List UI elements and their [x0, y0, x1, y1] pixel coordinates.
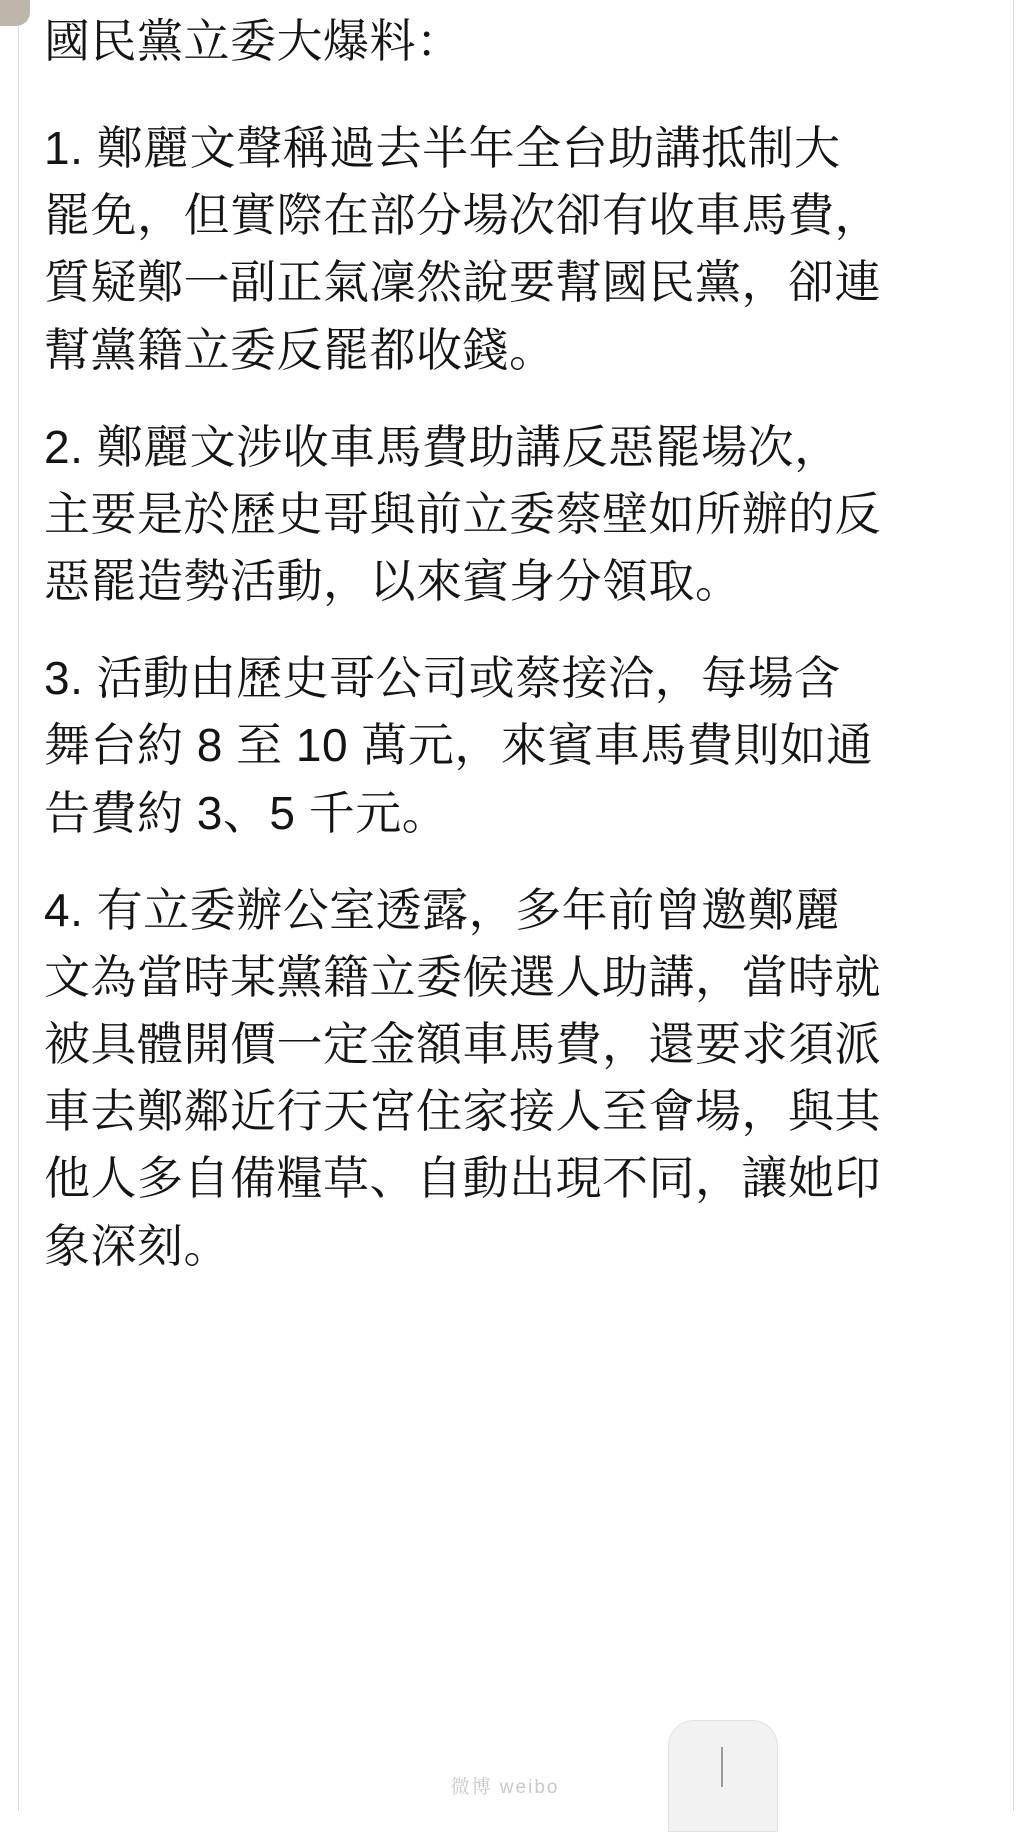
paragraph-4: 4. 有立委辦公室透露，多年前曾邀鄭麗文為當時某黨籍立委候選人助講，當時就被具體開價一定金額車馬費，還要求須派車去鄭鄰近行天宮住家接人至會場，與其他人多自備糧草、自動出現不同，讓她印象深刻。 [44, 883, 881, 1272]
avatar-thumbnail [0, 0, 30, 26]
page-title: 國民黨立委大爆料： [44, 15, 463, 67]
text-cursor [721, 1747, 723, 1787]
paragraph-3: 3. 活動由歷史哥公司或蔡接洽，每場含舞台約 8 至 10 萬元，來賓車馬費則如通告費約 3、5 千元。 [44, 652, 873, 839]
paragraph-2: 2. 鄭麗文涉收車馬費助講反惡罷場次，主要是於歷史哥與前立委蔡壁如所辦的反惡罷造勢活動，以來賓身分領取。 [44, 420, 881, 608]
article-body [44, 8, 884, 1280]
watermark-label: 微博 weibo [450, 1776, 560, 1798]
paragraph-1: 1. 鄭麗文聲稱過去半年全台助講抵制大罷免，但實際在部分場次卻有收車馬費，質疑鄭一副正氣凜然說要幫國民黨，卻連幫黨籍立委反罷都收錢。 [44, 122, 881, 376]
left-edge-divider [18, 0, 19, 1811]
comment-input-bar[interactable] [668, 1720, 778, 1832]
right-edge-divider [1013, 0, 1014, 1811]
